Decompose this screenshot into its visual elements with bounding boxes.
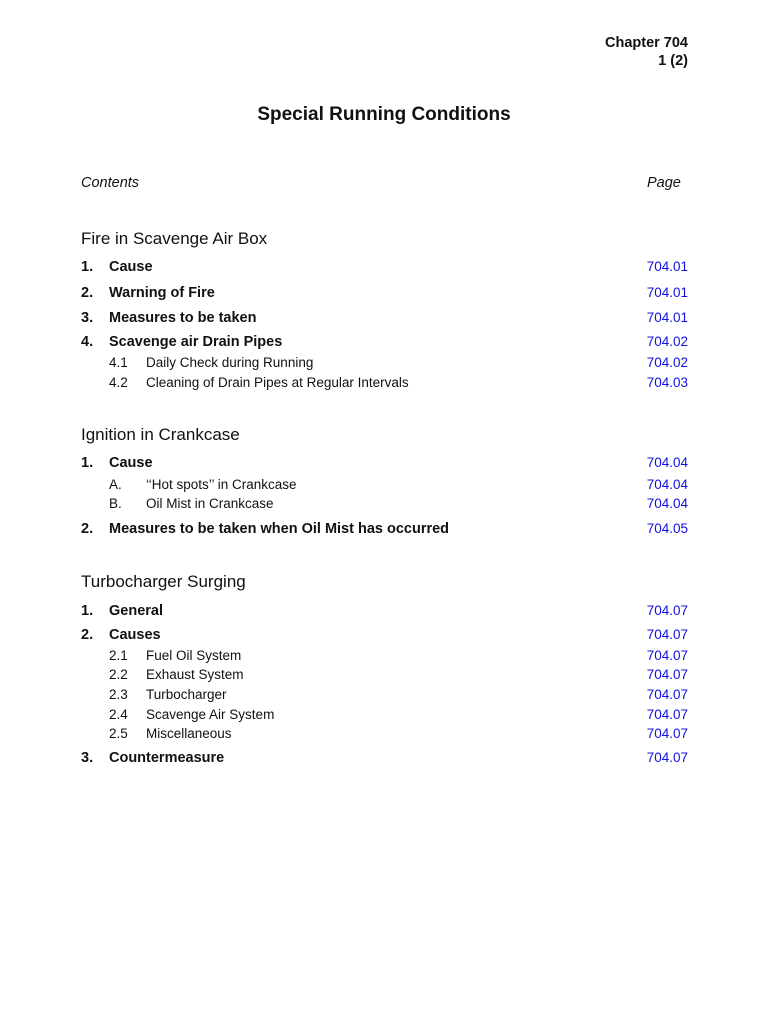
section-title: Fire in Scavenge Air Box <box>81 229 268 248</box>
entry-title: Exhaust System <box>146 667 244 682</box>
toc-entry <box>81 259 688 277</box>
entry-title: Cleaning of Drain Pipes at Regular Intervals <box>146 375 409 390</box>
entry-title: Cause <box>109 259 153 275</box>
page-link[interactable]: 704.04 <box>646 477 688 492</box>
page-link[interactable]: 704.07 <box>646 750 688 765</box>
entry-number: 3. <box>81 310 94 326</box>
page-link[interactable]: 704.02 <box>646 355 688 370</box>
entry-number: 1. <box>81 259 94 275</box>
entry-title: ‘‘Hot spots’’ in Crankcase <box>146 477 297 492</box>
entry-title: Oil Mist in Crankcase <box>146 496 274 511</box>
page-link[interactable]: 704.01 <box>646 259 688 274</box>
entry-number: 2.4 <box>109 707 128 722</box>
entry-title: Measures to be taken <box>109 310 257 326</box>
entry-number: 2. <box>81 627 94 643</box>
entry-title: Cause <box>109 455 153 471</box>
page-column-label: Page <box>647 175 681 191</box>
toc-subentry <box>81 496 688 514</box>
page-link[interactable]: 704.01 <box>646 310 688 325</box>
toc-subentry <box>81 355 688 373</box>
toc-entry <box>81 334 688 352</box>
toc-entry <box>81 603 688 621</box>
toc-entry <box>81 285 688 303</box>
entry-number: 2.5 <box>109 726 128 741</box>
page-number: 1 (2) <box>658 53 688 69</box>
chapter-number: Chapter 704 <box>604 35 688 51</box>
toc-subentry <box>81 477 688 495</box>
page-link[interactable]: 704.07 <box>646 687 688 702</box>
entry-number: 3. <box>81 750 94 766</box>
section-title: Turbocharger Surging <box>81 572 246 591</box>
entry-title: Causes <box>109 627 161 643</box>
toc-subentry <box>81 648 688 666</box>
page-link[interactable]: 704.03 <box>646 375 688 390</box>
toc-entry <box>81 750 688 768</box>
entry-number: 2.2 <box>109 667 128 682</box>
entry-title: Scavenge air Drain Pipes <box>109 334 283 350</box>
entry-title: Countermeasure <box>109 750 225 766</box>
page-link[interactable]: 704.01 <box>646 285 688 300</box>
entry-number: 2.1 <box>109 648 128 663</box>
entry-title: Daily Check during Running <box>146 355 314 370</box>
entry-number: 2.3 <box>109 687 128 702</box>
toc-entry <box>81 521 688 539</box>
entry-number: 4.2 <box>109 375 128 390</box>
toc-entry <box>81 627 688 645</box>
page-link[interactable]: 704.07 <box>646 707 688 722</box>
toc-subentry <box>81 375 688 393</box>
entry-title: Turbocharger <box>146 687 227 702</box>
page-link[interactable]: 704.02 <box>646 334 688 349</box>
chapter-header <box>605 34 688 70</box>
toc-subentry <box>81 667 688 685</box>
entry-title: Miscellaneous <box>146 726 232 741</box>
entry-title: Measures to be taken when Oil Mist has occurred <box>109 521 450 537</box>
entry-number: 4. <box>81 334 94 350</box>
entry-number: A. <box>109 477 122 492</box>
entry-title: Warning of Fire <box>109 285 215 301</box>
page-link[interactable]: 704.07 <box>646 627 688 642</box>
entry-number: 2. <box>81 285 94 301</box>
entry-number: B. <box>109 496 122 511</box>
entry-title: Fuel Oil System <box>146 648 242 663</box>
entry-title: Scavenge Air System <box>146 707 275 722</box>
toc-subentry <box>81 707 688 725</box>
page-title: Special Running Conditions <box>257 104 511 125</box>
entry-number: 1. <box>81 455 94 471</box>
page-link[interactable]: 704.07 <box>646 667 688 682</box>
entry-title: General <box>109 603 163 619</box>
toc-entry <box>81 310 688 328</box>
section-title: Ignition in Crankcase <box>81 425 240 444</box>
page-link[interactable]: 704.07 <box>646 648 688 663</box>
page-link[interactable]: 704.07 <box>646 726 688 741</box>
entry-number: 4.1 <box>109 355 128 370</box>
entry-number: 1. <box>81 603 94 619</box>
toc-subentry <box>81 687 688 705</box>
page-link[interactable]: 704.04 <box>646 455 688 470</box>
page-link[interactable]: 704.05 <box>646 521 688 536</box>
page-link[interactable]: 704.04 <box>646 496 688 511</box>
entry-number: 2. <box>81 521 94 537</box>
toc-subentry <box>81 726 688 744</box>
page-link[interactable]: 704.07 <box>646 603 688 618</box>
contents-label: Contents <box>81 175 140 191</box>
toc-entry <box>81 455 688 473</box>
